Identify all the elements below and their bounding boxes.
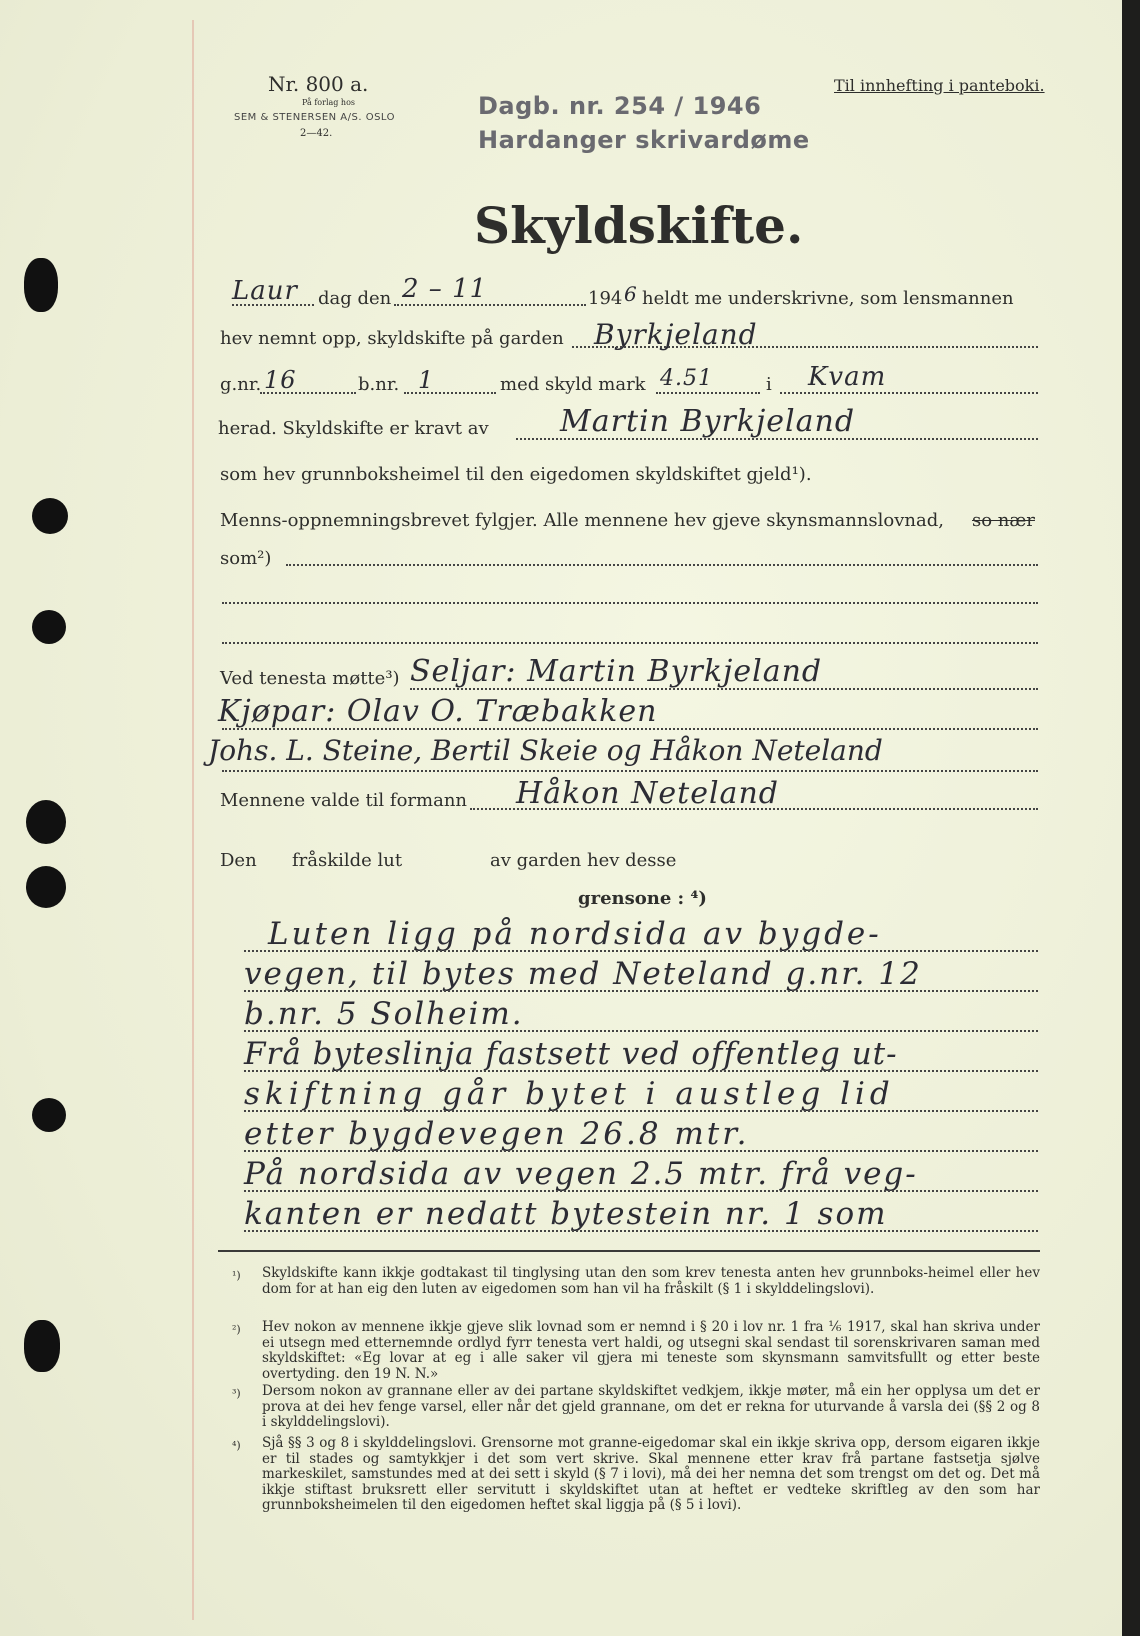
margin-line: [192, 20, 194, 1620]
form-text: Den: [220, 850, 257, 871]
form-text: dag den: [318, 288, 392, 309]
printer-line: På forlag hos: [302, 98, 356, 107]
footnote-divider: [218, 1250, 1040, 1252]
fill-line: [394, 304, 586, 306]
boundary-line: Luten ligg på nordsida av bygde-: [268, 916, 882, 952]
handwritten-mark: 4.51: [660, 366, 713, 391]
form-number: Nr. 800 a.: [268, 72, 369, 96]
fill-line: [286, 564, 1038, 566]
handwritten-requester: Martin Byrkjeland: [560, 404, 856, 439]
fill-line: [244, 1190, 1038, 1192]
footnote-number: ¹): [232, 1269, 241, 1282]
fill-line: [404, 392, 496, 394]
boundary-line: kanten er nedatt bytestein nr. 1 som: [244, 1196, 888, 1232]
handwritten-farm-name: Byrkjeland: [594, 318, 758, 351]
boundary-line: Frå byteslinja fastsett ved offentleg ut-: [244, 1036, 898, 1072]
footnote-text: Dersom nokon av grannane eller av dei partane skyldskiftet vedkjem, ikkje møter, må ein her opplysa um det er prova at dei hev fenge varsel, eller når det gjeld grannane, om det er rekna for uturvande å varsla dei (§§ 2 og 8 i skylddelingslovi).: [262, 1383, 1040, 1430]
struck-text: so nær: [972, 510, 1035, 531]
fill-line: [222, 728, 1038, 730]
form-text: med skyld mark: [500, 374, 646, 395]
form-text: g.nr.: [220, 374, 262, 395]
fill-line: [244, 1030, 1038, 1032]
binder-hole: [26, 800, 66, 844]
fill-line: [222, 770, 1038, 772]
binding-note: Til innhefting i panteboki.: [834, 76, 1045, 95]
boundary-line: På nordsida av vegen 2.5 mtr. frå veg-: [244, 1156, 918, 1192]
form-text: i: [766, 374, 772, 395]
form-text: Menns-oppnemningsbrevet fylgjer. Alle mennene hev gjeve skynsmannslovnad,: [220, 510, 944, 531]
fill-line: [244, 1070, 1038, 1072]
binder-hole: [32, 610, 66, 644]
form-text: herad. Skyldskifte er kravt av: [218, 418, 489, 439]
form-text: b.nr.: [358, 374, 400, 395]
fill-line: [410, 688, 1038, 690]
handwritten-chairman: Håkon Neteland: [516, 776, 779, 811]
handwritten-day: Laur: [232, 276, 298, 306]
handwritten-seller: Seljar: Martin Byrkjeland: [410, 654, 823, 689]
court-stamp: Hardanger skrivardøme: [478, 126, 810, 154]
fill-line: [222, 602, 1038, 604]
printer-date: 2—42.: [300, 128, 333, 139]
form-text: 194: [588, 288, 623, 309]
footnote-number: ²): [232, 1323, 241, 1336]
form-text: Ved tenesta møtte³): [220, 668, 400, 689]
binder-hole: [32, 1098, 66, 1132]
boundary-line: vegen, til bytes med Neteland g.nr. 12: [244, 956, 922, 992]
handwritten-gnr: 16: [264, 366, 297, 394]
binder-hole: [32, 498, 68, 534]
footnote-text: Hev nokon av mennene ikkje gjeve slik lovnad som er nemnd i § 20 i lov nr. 1 fra ⅙ 1917, skal han skriva under ei utsegn med etternemnde ordlyd fyrr tenesta vert haldi, og utsegni skal sendast til sorenskrivaren saman med skyldskiftet: «Eg lovar at eg i alle saker vil gjera mi teneste som skynsmann samvitsfullt og etter beste overtyding. den 19 N. N.»: [262, 1319, 1040, 1382]
boundary-line: skiftning går bytet i austleg lid: [244, 1076, 895, 1112]
fill-line: [470, 808, 1038, 810]
diary-number-stamp: Dagb. nr. 254 / 1946: [478, 92, 762, 120]
footnote-text: Sjå §§ 3 og 8 i skylddelingslovi. Grensorne mot granne-eigedomar skal ein ikkje skriva opp, dersom eigaren ikkje er til stades og samtykkjer i det som vert skrive. Skal mennene etter krav frå partane fastsetja sjølve markeskilet, samstundes med at dei sett i skyld (§ 7 i lovi), må dei her nemna det som trengst om det og. Det må ikkje stiftast bruksrett eller servitutt i skyldskiftet utan at heftet er vedteke skriftleg av den som har grunnboksheimelen til den eigedomen heftet skal liggja på (§ 5 i lovi).: [262, 1435, 1040, 1513]
section-heading: grensone : ⁴): [578, 888, 707, 909]
handwritten-date: 2 – 11: [402, 274, 488, 304]
form-text: fråskilde lut: [292, 850, 403, 871]
fill-line: [244, 950, 1038, 952]
handwritten-place: Kvam: [808, 362, 887, 392]
fill-line: [656, 392, 760, 394]
footnote-number: ⁴): [232, 1439, 241, 1452]
binder-hole: [24, 1320, 60, 1372]
footnote-text: Skyldskifte kann ikkje godtakast til tinglysing utan den som krev tenesta anten hev grunnboks-heimel eller hev dom for at han eig den luten av eigedomen som han vil ha fråskilt (§ 1 i skylddelingslovi).: [262, 1265, 1040, 1297]
handwritten-assessors: Johs. L. Steine, Bertil Skeie og Håkon Neteland: [208, 734, 883, 767]
boundary-line: etter bygdevegen 26.8 mtr.: [244, 1116, 750, 1152]
form-text: av garden hev desse: [490, 850, 677, 871]
fill-line: [244, 1230, 1038, 1232]
form-text: som²): [220, 548, 272, 569]
boundary-line: b.nr. 5 Solheim.: [244, 996, 524, 1032]
fill-line: [244, 1150, 1038, 1152]
binder-hole: [24, 258, 58, 312]
printer-name: SEM & STENERSEN A/S. OSLO: [234, 112, 396, 123]
form-text: Mennene valde til formann: [220, 790, 467, 811]
fill-line: [244, 1110, 1038, 1112]
form-text: heldt me underskrivne, som lensmannen: [642, 288, 1014, 309]
binder-hole: [26, 866, 66, 908]
fill-line: [222, 642, 1038, 644]
fill-line: [516, 438, 1038, 440]
fill-line: [260, 392, 356, 394]
form-text: hev nemnt opp, skyldskifte på garden: [220, 328, 564, 349]
handwritten-bnr: 1: [418, 366, 435, 394]
fill-line: [780, 392, 1038, 394]
page-title: Skyldskifte.: [474, 196, 804, 255]
form-text: som hev grunnboksheimel til den eigedomen skyldskiftet gjeld¹).: [220, 464, 812, 485]
handwritten-buyer: Kjøpar: Olav O. Træbakken: [218, 694, 658, 729]
handwritten-year: 6: [624, 282, 638, 306]
fill-line: [244, 990, 1038, 992]
footnote-number: ³): [232, 1387, 241, 1400]
fill-line: [232, 304, 314, 306]
fill-line: [572, 346, 1038, 348]
